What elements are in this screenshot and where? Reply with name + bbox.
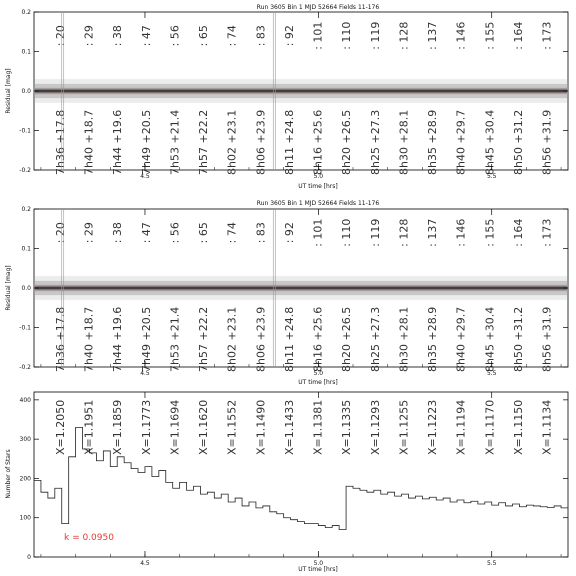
field-number-label: : 146 — [454, 218, 468, 247]
x-tick-label: 5.0 — [313, 173, 324, 180]
field-number-label: : 20 — [54, 25, 67, 47]
airmass-label: X=1.1552 — [225, 399, 239, 455]
field-number-label: : 173 — [540, 21, 554, 50]
coordinate-label: 8h02 +23.1 — [225, 306, 239, 372]
airmass-label: X=1.1150 — [511, 399, 525, 455]
coordinate-label: 8h20 +26.5 — [340, 109, 354, 175]
y-tick-label: -0.1 — [19, 127, 31, 135]
field-number-labels — [54, 219, 554, 247]
airmass-label: X=1.1490 — [254, 399, 268, 455]
y-tick-label: -0.2 — [19, 167, 31, 174]
y-tick-label: 0.2 — [21, 206, 31, 213]
airmass-label: X=1.1381 — [311, 399, 325, 455]
coordinate-label: 8h35 +28.9 — [426, 109, 440, 175]
field-number-label: : 119 — [368, 218, 382, 247]
field-number-label: : 101 — [311, 218, 325, 247]
airmass-label: X=1.1293 — [368, 399, 382, 455]
x-tick-label: 5.0 — [313, 560, 324, 567]
coordinate-label: 7h53 +21.4 — [168, 109, 182, 175]
coordinate-label: 8h45 +30.4 — [483, 109, 497, 175]
coordinate-label: 7h49 +20.5 — [139, 109, 153, 175]
field-number-label: : 65 — [197, 25, 211, 47]
x-tick-label: 4.5 — [140, 173, 150, 180]
field-number-label: : 155 — [483, 218, 497, 247]
y-tick-label: 0.1 — [21, 245, 31, 253]
field-number-labels — [54, 22, 554, 50]
coordinate-label: 8h35 +28.9 — [426, 306, 440, 372]
x-tick-label: 5.5 — [486, 370, 497, 377]
field-number-label: : 92 — [282, 222, 296, 244]
coordinate-label: 8h30 +28.1 — [397, 306, 411, 372]
y-tick-label: 0.2 — [21, 9, 31, 16]
y-tick-label: 400 — [19, 396, 31, 404]
x-tick-label: 4.5 — [140, 370, 150, 377]
airmass-label: X=1.1859 — [111, 399, 125, 455]
field-number-label: : 137 — [426, 218, 440, 247]
airmass-label: X=1.2050 — [54, 399, 67, 455]
coordinate-label: 7h57 +22.2 — [197, 306, 211, 372]
coordinate-label: 7h40 +18.7 — [82, 109, 96, 175]
residual-panel-middle — [5, 200, 568, 386]
field-number-label: : 65 — [197, 222, 211, 244]
field-number-label: : 164 — [511, 218, 525, 247]
field-number-label: : 83 — [254, 222, 268, 244]
y-tick-label: -0.1 — [19, 324, 31, 332]
field-number-label: : 137 — [426, 21, 440, 50]
coordinate-label: 7h40 +18.7 — [82, 306, 96, 372]
coordinate-label: 8h16 +25.6 — [311, 306, 325, 372]
y-tick-label: 0.1 — [21, 48, 31, 56]
field-number-label: : 155 — [483, 21, 497, 50]
x-axis-label: UT time [hrs] — [298, 566, 338, 573]
field-number-label: : 74 — [225, 25, 239, 47]
coordinate-label: 8h40 +29.7 — [454, 306, 468, 372]
coordinate-labels — [54, 110, 554, 175]
coordinate-label: 8h40 +29.7 — [454, 109, 468, 175]
y-axis-label: Residual [mag] — [5, 265, 12, 311]
coordinate-label: 7h36 +17.8 — [54, 306, 67, 372]
uncertainty-bands — [34, 276, 568, 300]
y-axis-label: Residual [mag] — [5, 68, 12, 114]
y-tick-label: 0 — [27, 554, 31, 561]
airmass-label: X=1.1223 — [426, 399, 440, 455]
y-tick-label: 0.0 — [21, 88, 31, 95]
coordinate-label: 7h36 +17.8 — [54, 109, 67, 175]
x-axis-label: UT time [hrs] — [298, 379, 338, 386]
airmass-label: X=1.1134 — [540, 399, 554, 455]
coordinate-label: 8h20 +26.5 — [340, 306, 354, 372]
field-number-label: : 56 — [168, 25, 182, 47]
y-tick-label: 200 — [19, 475, 31, 483]
coordinate-label: 7h44 +19.6 — [111, 306, 125, 372]
coordinate-label: 8h11 +24.8 — [282, 306, 296, 372]
airmass-label: X=1.1951 — [82, 399, 96, 455]
field-number-label: : 83 — [254, 25, 268, 47]
field-number-label: : 110 — [340, 21, 354, 50]
coordinate-label: 8h45 +30.4 — [483, 306, 497, 372]
airmass-labels — [54, 400, 554, 455]
field-number-label: : 110 — [340, 218, 354, 247]
field-number-label: : 92 — [282, 25, 296, 47]
field-number-label: : 119 — [368, 21, 382, 50]
field-number-label: : 128 — [397, 218, 411, 247]
x-tick-label: 5.5 — [486, 560, 497, 567]
airmass-label: X=1.1620 — [197, 399, 211, 455]
x-tick-label: 5.0 — [313, 370, 324, 377]
airmass-label: X=1.1170 — [483, 399, 497, 455]
field-number-label: : 47 — [139, 25, 153, 47]
y-tick-label: 0.0 — [21, 285, 31, 292]
x-tick-label: 5.5 — [486, 173, 497, 180]
coordinate-label: 7h44 +19.6 — [111, 109, 125, 175]
panel-title: Run 3605 Bin 1 MJD 52664 Fields 11-176 — [256, 4, 380, 11]
field-number-label: : 20 — [54, 222, 67, 244]
field-number-label: : 56 — [168, 222, 182, 244]
coordinate-label: 8h06 +23.9 — [254, 109, 268, 175]
field-number-label: : 128 — [397, 21, 411, 50]
airmass-label: X=1.1433 — [282, 399, 296, 455]
star-count-panel — [5, 392, 568, 573]
coordinate-label: 8h06 +23.9 — [254, 306, 268, 372]
coordinate-label: 8h25 +27.3 — [368, 306, 382, 372]
field-number-label: : 74 — [225, 222, 239, 244]
coordinate-label: 8h56 +31.9 — [540, 306, 554, 372]
coordinate-label: 8h02 +23.1 — [225, 109, 239, 175]
coordinate-label: 7h57 +22.2 — [197, 109, 211, 175]
coordinate-label: 7h49 +20.5 — [139, 306, 153, 372]
y-tick-label: 100 — [19, 514, 31, 522]
airmass-label: X=1.1194 — [454, 399, 468, 455]
extinction-annotation: k = 0.0950 — [64, 533, 114, 543]
residual-panel-top — [5, 4, 568, 190]
coordinate-label: 8h50 +31.2 — [511, 109, 525, 175]
field-number-label: : 47 — [139, 222, 153, 244]
coordinate-label: 8h11 +24.8 — [282, 109, 296, 175]
y-tick-label: 300 — [19, 436, 31, 444]
coordinate-label: 8h56 +31.9 — [540, 109, 554, 175]
coordinate-label: 8h50 +31.2 — [511, 306, 525, 372]
coordinate-labels — [54, 307, 554, 372]
uncertainty-bands — [34, 79, 568, 103]
y-axis-label: Number of Stars — [5, 449, 12, 499]
coordinate-label: 8h25 +27.3 — [368, 109, 382, 175]
panel-title: Run 3605 Bin 1 MJD 52664 Fields 11-176 — [256, 200, 380, 207]
coordinate-label: 8h16 +25.6 — [311, 109, 325, 175]
airmass-label: X=1.1773 — [139, 399, 153, 455]
field-number-label: : 146 — [454, 21, 468, 50]
field-number-label: : 29 — [82, 25, 96, 47]
field-number-label: : 101 — [311, 21, 325, 50]
airmass-label: X=1.1694 — [168, 399, 182, 455]
field-number-label: : 38 — [111, 25, 125, 47]
y-tick-label: -0.2 — [19, 364, 31, 371]
field-number-label: : 173 — [540, 218, 554, 247]
field-number-label: : 29 — [82, 222, 96, 244]
coordinate-label: 8h30 +28.1 — [397, 109, 411, 175]
coordinate-label: 7h53 +21.4 — [168, 306, 182, 372]
x-axis-label: UT time [hrs] — [298, 183, 338, 190]
x-tick-label: 4.5 — [140, 560, 150, 567]
airmass-label: X=1.1335 — [340, 399, 354, 455]
field-number-label: : 164 — [511, 21, 525, 50]
field-number-label: : 38 — [111, 222, 125, 244]
airmass-label: X=1.1255 — [397, 399, 411, 455]
